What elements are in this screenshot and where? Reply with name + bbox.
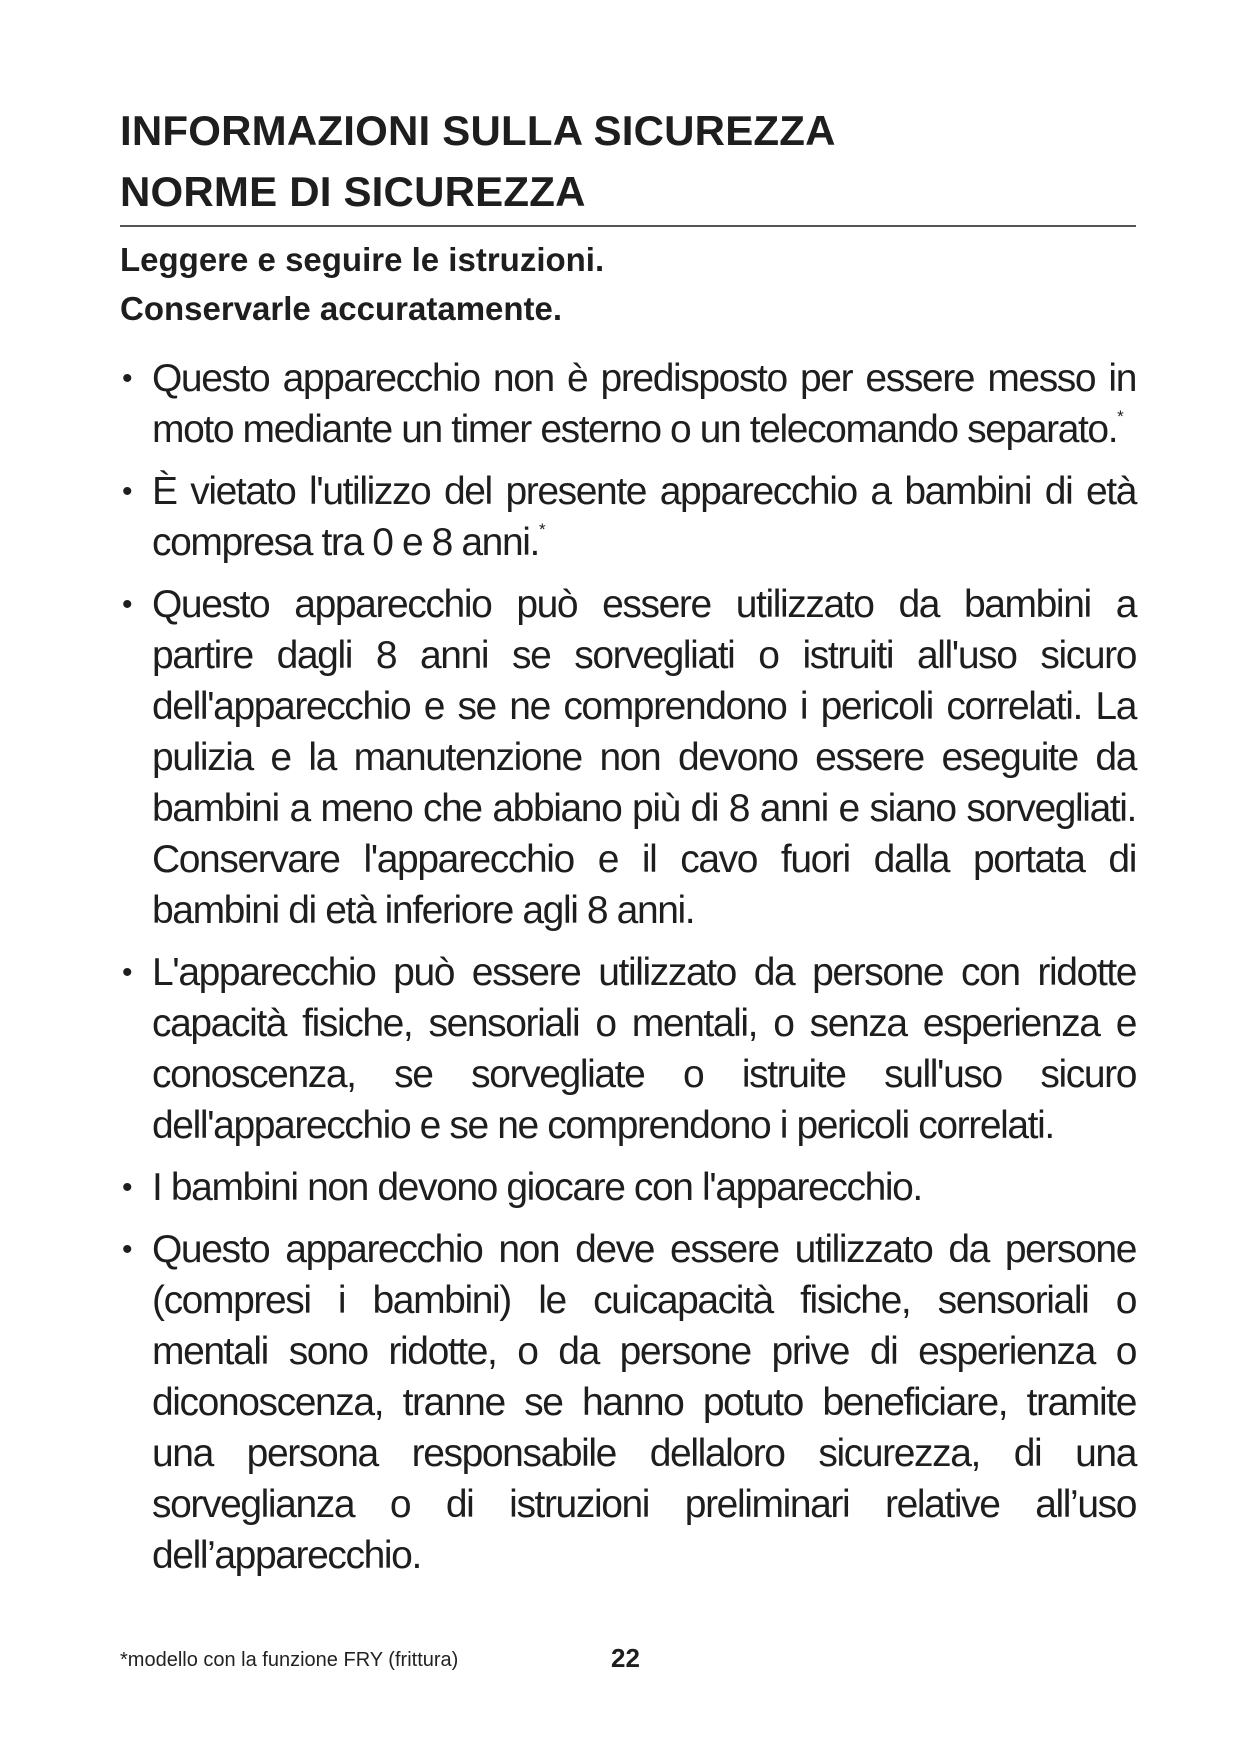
list-item-text: I bambini non devono giocare con l'apparecchio. <box>152 1166 922 1209</box>
bullet-icon: • <box>122 956 132 989</box>
footnote-marker: * <box>1117 407 1123 426</box>
subheading <box>120 235 1136 333</box>
list-item-text: L'apparecchio può essere utilizzato da persone con ridotte capacità fisiche, sensoriali o mentali, o senza esperienza e conoscenza, se sorvegliate o istruite sull'uso sicuro dell'apparecchio e se ne comprendono i pericoli correlati. <box>152 951 1136 1147</box>
bullet-icon: • <box>122 475 132 508</box>
subheading-line-1: Leggere e seguire le istruzioni. <box>120 241 605 278</box>
list-item <box>120 466 1136 568</box>
bullet-icon: • <box>122 362 132 395</box>
page-footer <box>120 1643 1120 1683</box>
bullet-icon: • <box>122 1233 132 1266</box>
list-item-text: Questo apparecchio non è predisposto per essere messo in moto mediante un timer esterno o un telecomando separato. <box>152 357 1136 451</box>
page-number: 22 <box>611 1643 640 1673</box>
list-item <box>120 353 1136 455</box>
footnote-text: *modello con la funzione FRY (frittura) <box>120 1649 459 1671</box>
footnote-marker: * <box>538 520 545 539</box>
list-item <box>120 1162 1136 1213</box>
bullet-icon: • <box>122 1171 132 1204</box>
list-item <box>120 947 1136 1151</box>
bullet-icon: • <box>122 588 132 621</box>
list-item-text: Questo apparecchio può essere utilizzato da bambini a partire dagli 8 anni se sorvegliati o istruiti all'uso sicuro dell'apparecchio e se ne comprendono i pericoli correlati. La pulizia e la manutenzione non devono essere eseguite da bambini a meno che abbiano più di 8 anni e siano sorvegliati. Conservare l'apparecchio e il cavo fuori dalla portata di bambini di età inferiore agli 8 anni. <box>152 583 1136 932</box>
manual-page <box>120 100 1136 1592</box>
list-item <box>120 579 1136 936</box>
list-item <box>120 1224 1136 1581</box>
safety-rules-list <box>120 353 1136 1581</box>
list-item-text: È vietato l'utilizzo del presente apparecchio a bambini di età compresa tra 0 e 8 anni. <box>152 470 1136 564</box>
list-item-text: Questo apparecchio non deve essere utilizzato da persone (compresi i bambini) le cuicapacità fisiche, sensoriali o mentali sono ridotte, o da persone prive di esperienza o diconoscenza, tranne se hanno potuto beneficiare, tramite una persona responsabile dellaloro sicurezza, di una sorveglianza o di istruzioni preliminari relative all’uso dell’apparecchio. <box>152 1228 1136 1577</box>
page-title <box>120 100 1136 222</box>
subheading-line-2: Conservarle accuratamente. <box>120 290 563 327</box>
title-line-1: INFORMAZIONI SULLA SICUREZZA <box>120 107 836 154</box>
title-divider <box>120 225 1136 227</box>
title-line-2: NORME DI SICUREZZA <box>120 168 586 215</box>
